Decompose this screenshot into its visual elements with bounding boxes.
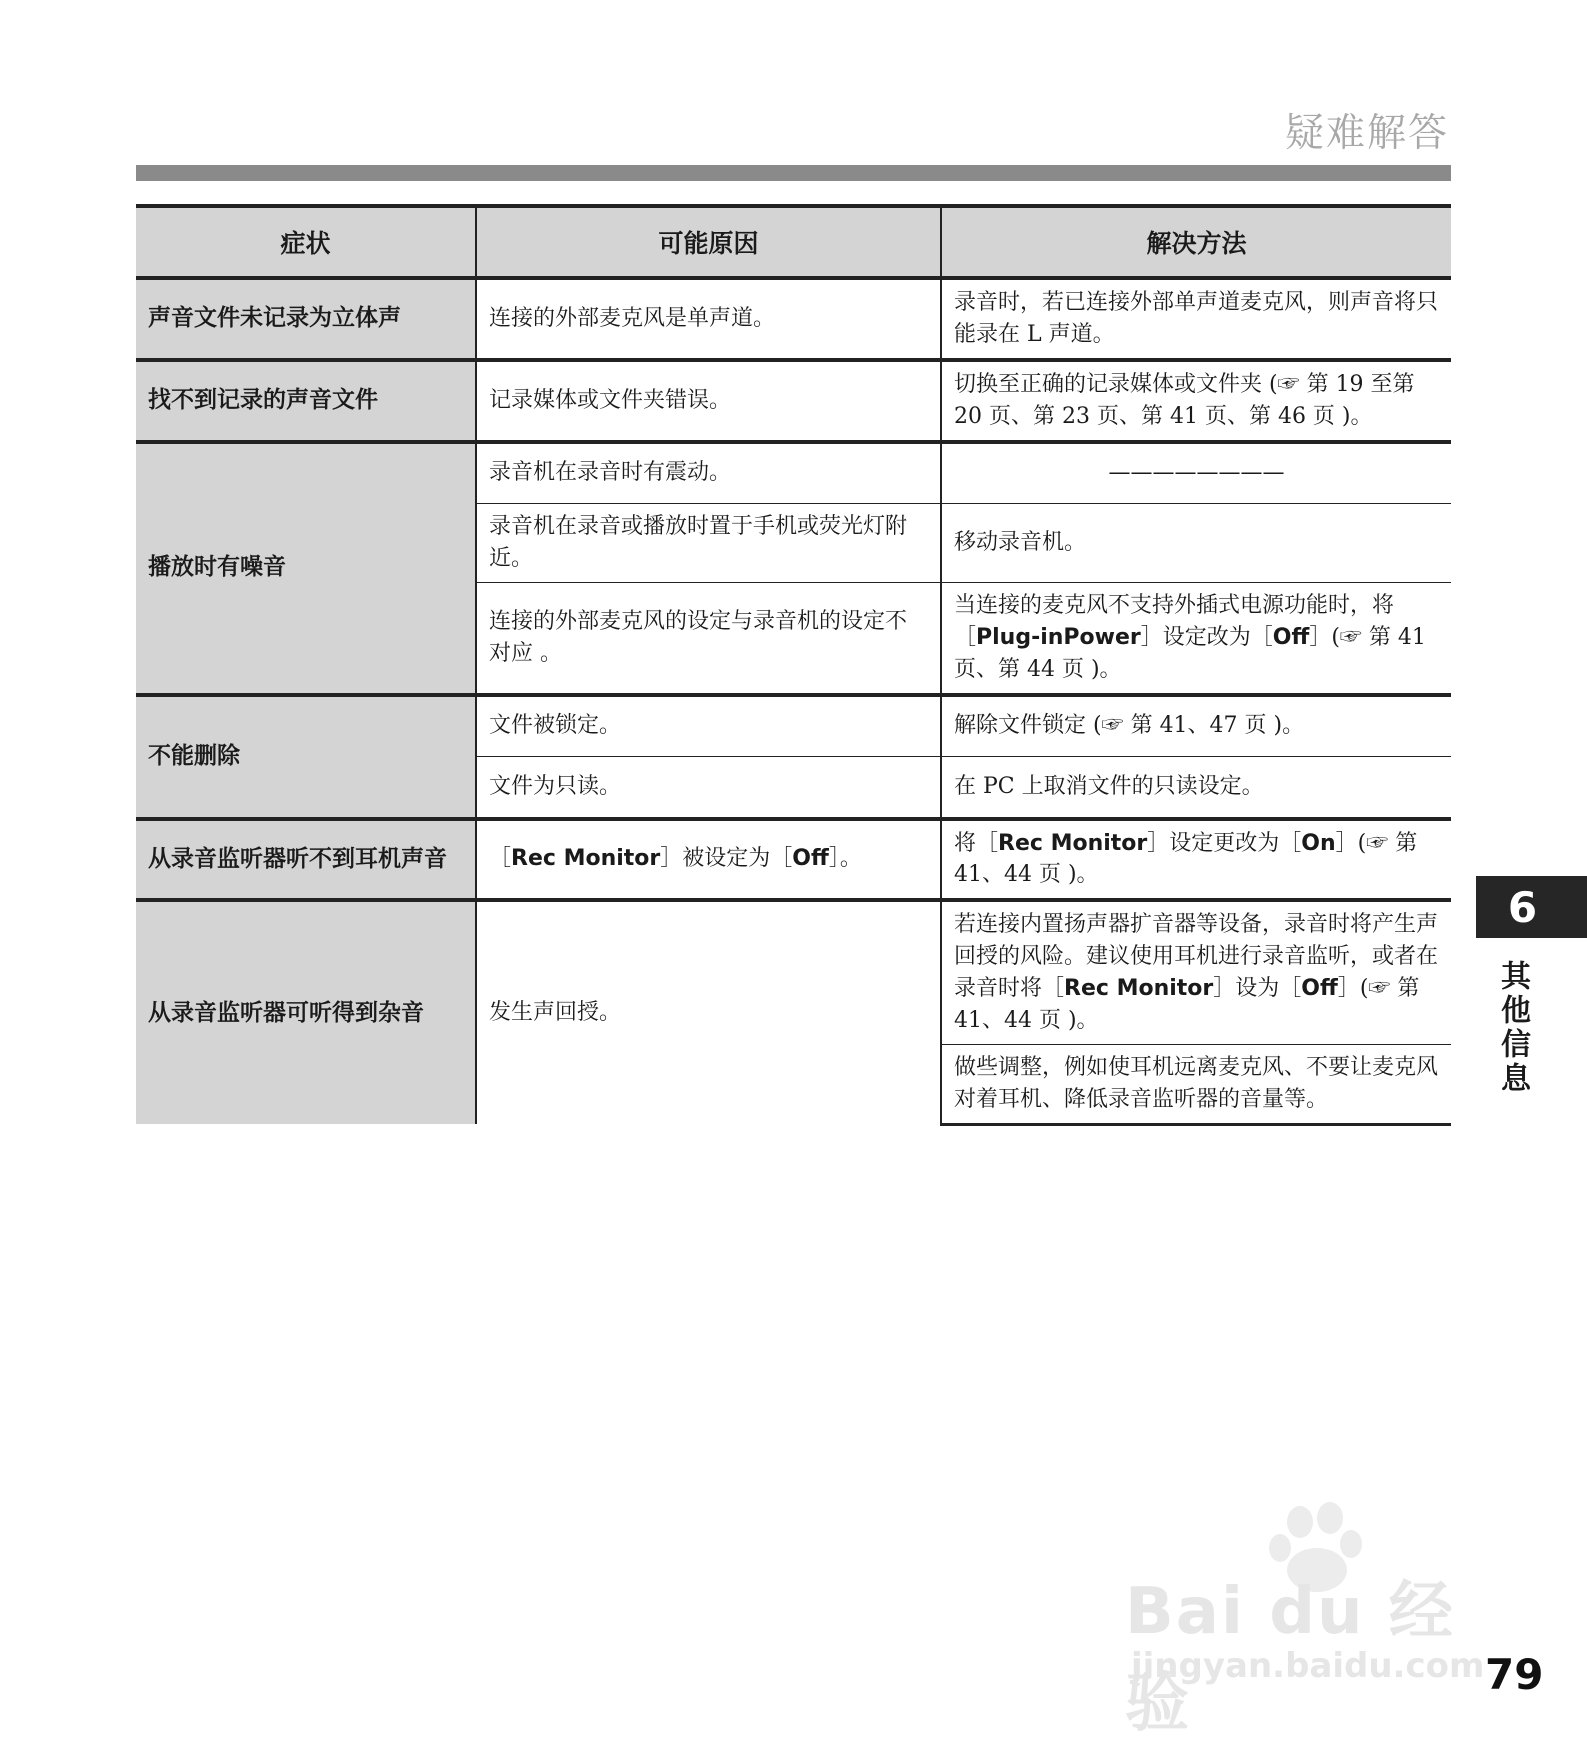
solution-text: ］(☞ 第 41、44 页 )。 — [954, 830, 1418, 888]
solution-cell — [941, 582, 1451, 694]
solution-text: 将［ — [954, 830, 999, 856]
header-bar — [136, 165, 1451, 181]
solution-text: 若连接内置扬声器扩音器等设备，录音时将产生声回授的风险。建议使用耳机进行录音监听，或者在录音时将［ — [954, 912, 1439, 1002]
cause-cell: 发生声回授。 — [476, 900, 941, 1124]
solution-cell — [941, 819, 1451, 901]
solution-text: ］设为［ — [1213, 976, 1302, 1002]
plug-in-power-setting: Plug-inPower — [976, 624, 1141, 650]
cause-cell: 记录媒体或文件夹错误。 — [476, 360, 941, 442]
solution-text: ］(☞ 第 41 页、第 44 页 )。 — [954, 624, 1426, 682]
solution-text: ］(☞ 第 41、44 页 )。 — [954, 976, 1420, 1033]
cause-text: ］。 — [828, 846, 862, 872]
cause-cell: 文件被锁定。 — [476, 695, 941, 757]
solution-cell: 切换至正确的记录媒体或文件夹 (☞ 第 19 至第 20 页、第 23 页、第 41 页、第 46 页 )。 — [941, 360, 1451, 442]
solution-cell: 做些调整，例如使耳机远离麦克风、不要让麦克风对着耳机、降低录音监听器的音量等。 — [941, 1044, 1451, 1124]
watermark-brand: Bai du 经验 — [1125, 1575, 1455, 1741]
rec-monitor-setting: Rec Monitor — [1064, 976, 1214, 1002]
off-setting: Off — [1272, 624, 1310, 650]
solution-text: 当连接的麦克风不支持外插式电源功能时，将［ — [954, 592, 1395, 650]
solution-text: ］设定更改为［ — [1147, 830, 1302, 856]
off-setting: Off — [1301, 976, 1338, 1002]
cause-cell — [476, 819, 941, 901]
cause-text: ］被设定为［ — [660, 846, 793, 872]
section-title: 疑难解答 — [1284, 111, 1449, 156]
rec-monitor-setting: Rec Monitor — [511, 846, 661, 872]
solution-cell: 在 PC 上取消文件的只读设定。 — [941, 757, 1451, 819]
solution-cell — [941, 900, 1451, 1044]
table-row — [136, 695, 1451, 757]
cause-cell: 录音机在录音或播放时置于手机或荧光灯附近。 — [476, 504, 941, 583]
page-number: 79 — [1485, 1650, 1544, 1699]
column-header-symptom: 症状 — [136, 206, 476, 278]
symptom-cell: 声音文件未记录为立体声 — [136, 278, 476, 360]
table-row — [136, 360, 1451, 442]
symptom-cell: 不能删除 — [136, 695, 476, 819]
cause-cell: 连接的外部麦克风是单声道。 — [476, 278, 941, 360]
chapter-label: 其他信息 — [1495, 960, 1530, 1096]
solution-text: ］设定改为［ — [1140, 624, 1273, 650]
rec-monitor-setting: Rec Monitor — [998, 830, 1148, 856]
cause-text: ［ — [489, 846, 512, 872]
table-header-row — [136, 206, 1451, 278]
solution-cell: ———————— — [941, 442, 1451, 504]
symptom-cell: 找不到记录的声音文件 — [136, 360, 476, 442]
table-row — [136, 819, 1451, 901]
table-row — [136, 442, 1451, 504]
solution-cell: 移动录音机。 — [941, 504, 1451, 583]
chapter-number-tab: 6 — [1476, 876, 1587, 938]
table-row — [136, 278, 1451, 360]
table-row — [136, 900, 1451, 1044]
symptom-cell: 从录音监听器可听得到杂音 — [136, 900, 476, 1124]
solution-cell: 录音时，若已连接外部单声道麦克风，则声音将只能录在 L 声道。 — [941, 278, 1451, 360]
solution-cell: 解除文件锁定 (☞ 第 41、47 页 )。 — [941, 695, 1451, 757]
cause-cell: 录音机在录音时有震动。 — [476, 442, 941, 504]
off-setting: Off — [792, 846, 829, 872]
column-header-cause: 可能原因 — [476, 206, 941, 278]
cause-cell: 连接的外部麦克风的设定与录音机的设定不对应 。 — [476, 582, 941, 694]
troubleshooting-table — [136, 204, 1451, 1126]
watermark-url: jingyan.baidu.com — [1131, 1646, 1485, 1686]
cause-cell: 文件为只读。 — [476, 757, 941, 819]
on-setting: On — [1301, 830, 1336, 856]
symptom-cell: 从录音监听器听不到耳机声音 — [136, 819, 476, 901]
baidu-watermark — [1125, 1500, 1505, 1741]
symptom-cell: 播放时有噪音 — [136, 442, 476, 695]
column-header-solution: 解决方法 — [941, 206, 1451, 278]
